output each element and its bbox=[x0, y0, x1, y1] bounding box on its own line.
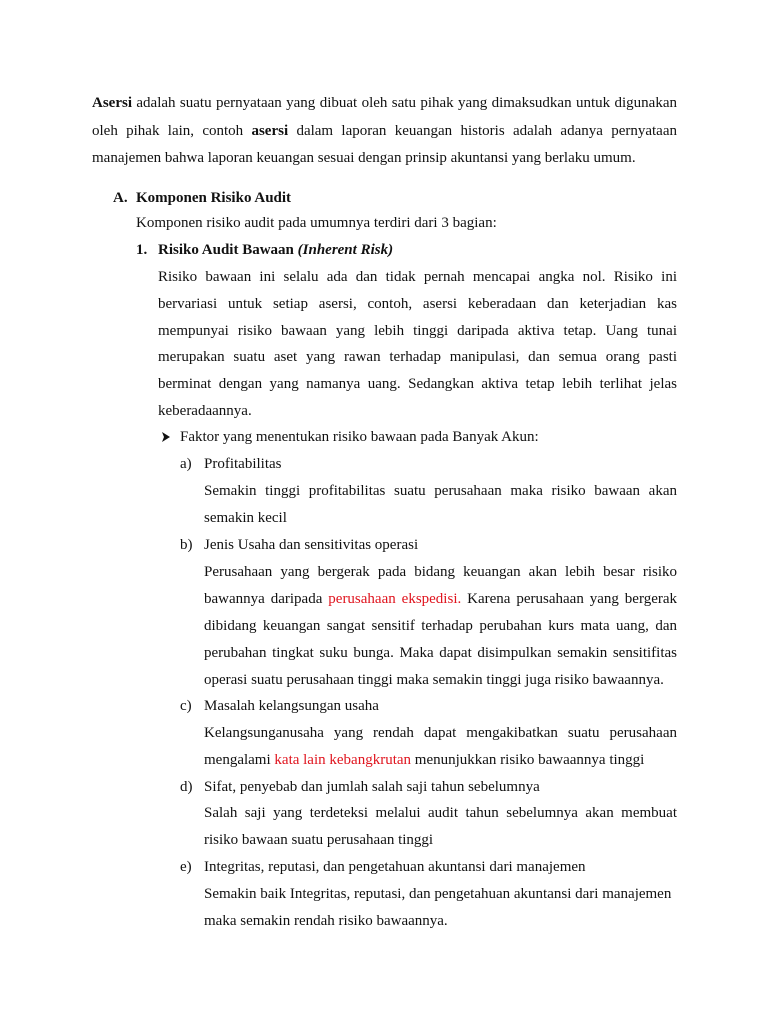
factor-d-line-2: risiko bawaan suatu perusahaan tinggi bbox=[204, 832, 434, 848]
factor-e-line-2: maka semakin rendah risiko bawaannya. bbox=[204, 913, 448, 929]
factor-a-line-2: semakin kecil bbox=[204, 510, 287, 526]
factor-a-title: Profitabilitas bbox=[204, 456, 282, 472]
factor-e-title: Integritas, reputasi, dan pengetahuan akuntansi dari manajemen bbox=[204, 859, 586, 875]
factor-d-marker: d) bbox=[180, 779, 193, 795]
highlight-kata-lain-kebangkrutan: kata lain kebangkrutan bbox=[274, 752, 412, 768]
highlight-perusahaan-ekspedisi: perusahaan ekspedisi. bbox=[328, 591, 462, 607]
factor-a-marker: a) bbox=[180, 456, 192, 472]
arrow-bullet-icon bbox=[160, 428, 174, 446]
factor-b-line-3: dibidang keuangan sangat sensitif terhadap perubahan kurs mata uang, dan bbox=[204, 618, 677, 634]
bullet-text: Faktor yang menentukan risiko bawaan pada Banyak Akun: bbox=[180, 429, 539, 445]
factor-c-marker: c) bbox=[180, 698, 192, 714]
item1-para-line-6: keberadaannya. bbox=[158, 403, 252, 419]
intro-line-3: manajemen bahwa laporan keuangan sesuai dengan prinsip akuntansi yang berlaku umum. bbox=[92, 150, 636, 166]
term-asersi: Asersi bbox=[92, 95, 132, 111]
intro-line-1: Asersi adalah suatu pernyataan yang dibuat oleh satu pihak yang dimaksudkan untuk digunakan bbox=[92, 95, 678, 111]
term-asersi-2: asersi bbox=[251, 123, 289, 139]
factor-b-line-1: Perusahaan yang bergerak pada bidang keuangan akan lebih besar risiko bbox=[204, 564, 677, 580]
item1-para-line-4: merupakan suatu aset yang rawan terhadap manipulasi, dan semua orang pasti bbox=[158, 349, 677, 365]
factor-b-title: Jenis Usaha dan sensitivitas operasi bbox=[204, 537, 419, 553]
factor-b-line-4: perubahan tingkat suku bunga. Maka dapat disimpulkan semakin sensitifitas bbox=[204, 645, 677, 661]
intro-line-2: oleh pihak lain, contoh asersi dalam laporan keuangan historis adalah adanya pernyataan bbox=[92, 123, 678, 139]
factor-c-title: Masalah kelangsungan usaha bbox=[204, 698, 379, 714]
section-a-title: Komponen Risiko Audit bbox=[136, 190, 292, 206]
factor-b-line-2: bawannya daripada perusahaan ekspedisi. Karena perusahaan yang bergerak bbox=[204, 591, 678, 607]
item1-para-line-3: mempunyai risiko bawaan yang lebih tinggi daripada aktiva tetap. Uang tunai bbox=[158, 323, 677, 339]
item1-para-line-2: bervariasi untuk setiap asersi, contoh, asersi keberadaan dan keterjadian kas bbox=[158, 296, 677, 312]
item1-para-line-5: berminat dengan yang namanya uang. Sedangkan aktiva tetap lebih terlihat jelas bbox=[158, 376, 677, 392]
factor-b-line-5: operasi suatu perusahaan tinggi maka semakin tinggi juga risiko bawaannya. bbox=[204, 672, 664, 688]
item1-para-line-1: Risiko bawaan ini selalu ada dan tidak pernah mencapai angka nol. Risiko ini bbox=[158, 269, 677, 285]
factor-c-line-2: mengalami kata lain kebangkrutan menunjukkan risiko bawaannya tinggi bbox=[204, 752, 645, 768]
factor-a-line-1: Semakin tinggi profitabilitas suatu perusahaan maka risiko bawaan akan bbox=[204, 483, 677, 499]
factor-d-title: Sifat, penyebab dan jumlah salah saji tahun sebelumnya bbox=[204, 779, 540, 795]
factor-b-marker: b) bbox=[180, 537, 193, 553]
factor-e-marker: e) bbox=[180, 859, 192, 875]
item1-marker: 1. bbox=[136, 242, 148, 258]
factor-e-line-1: Semakin baik Integritas, reputasi, dan pengetahuan akuntansi dari manajemen bbox=[204, 886, 672, 902]
factor-d-line-1: Salah saji yang terdeteksi melalui audit tahun sebelumnya akan membuat bbox=[204, 805, 677, 821]
section-a-intro: Komponen risiko audit pada umumnya terdiri dari 3 bagian: bbox=[136, 215, 497, 231]
section-a-marker: A. bbox=[113, 190, 128, 206]
factor-c-line-1: Kelangsunganusaha yang rendah dapat mengakibatkan suatu perusahaan bbox=[204, 725, 677, 741]
item1-title: Risiko Audit Bawaan (Inherent Risk) bbox=[158, 242, 394, 258]
